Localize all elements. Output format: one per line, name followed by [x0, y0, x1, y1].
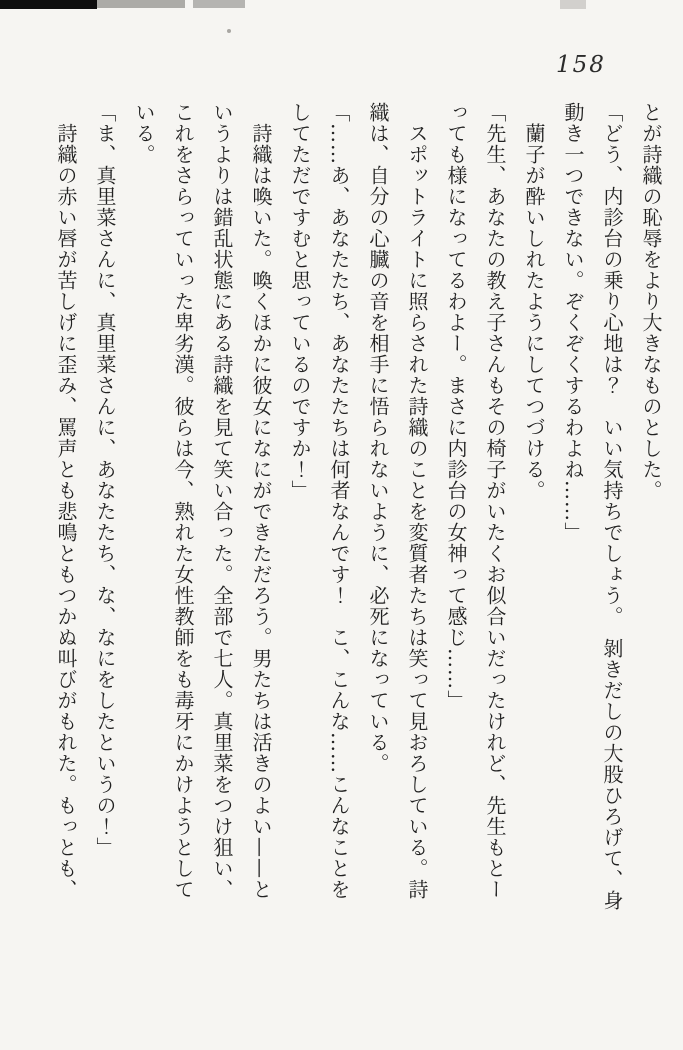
scan-artifact-smudge — [97, 0, 185, 8]
text-line: 「……あ、あなたたち、あなたたちは何者なんです！ こ、こんな……こんなことを — [327, 102, 351, 900]
text-line: 「先生、あなたの教え子さんもその椅子がいたくお似合いだったけれど、先生もとー — [483, 102, 507, 900]
text-line: っても様になってるわよー。まさに内診台の女神って感じ……」 — [444, 102, 468, 711]
text-line: スポットライトに照らされた詩織のことを変質者たちは笑って見おろしている。詩 — [405, 102, 429, 900]
text-line: 詩織は喚いた。喚くほかに彼女になにができただろう。男たちは活きのよい——と — [249, 102, 273, 900]
text-line: これをさらっていった卑劣漢。彼らは今、熟れた女性教師をも毒牙にかけようとして — [171, 102, 195, 900]
scan-artifact-smudge — [193, 0, 245, 8]
scan-artifact-dot — [227, 29, 231, 33]
scan-artifact-bar — [0, 0, 97, 9]
text-line: 織は、自分の心臓の音を相手に悟られないように、必死になっている。 — [366, 102, 390, 774]
text-line: 詩織の赤い唇が苦しげに歪み、罵声とも悲鳴ともつかぬ叫びがもれた。もっとも、 — [54, 102, 78, 900]
text-line: してただですむと思っているのですか！」 — [288, 102, 312, 501]
page-number: 158 — [556, 52, 606, 78]
text-line: いうよりは錯乱状態にある詩織を見て笑い合った。全部で七人。真里菜をつけ狙い、 — [210, 102, 234, 900]
text-line: 「どう、内診台の乗り心地は？ いい気持ちでしょう。 剝きだしの大股ひろげて、身 — [600, 102, 624, 911]
scan-artifact-smudge — [560, 0, 586, 9]
text-line: 「ま、真里菜さんに、真里菜さんに、あなたたち、な、なにをしたというの！」 — [93, 102, 117, 858]
text-line: とが詩織の恥辱をより大きなものとした。 — [639, 102, 663, 501]
text-line: いる。 — [132, 102, 156, 165]
text-line: 蘭子が酔いしれたようにしてつづける。 — [522, 102, 546, 501]
text-block — [46, 102, 670, 944]
text-line: 動き一つできない。ぞくぞくするわよね……」 — [561, 102, 585, 543]
